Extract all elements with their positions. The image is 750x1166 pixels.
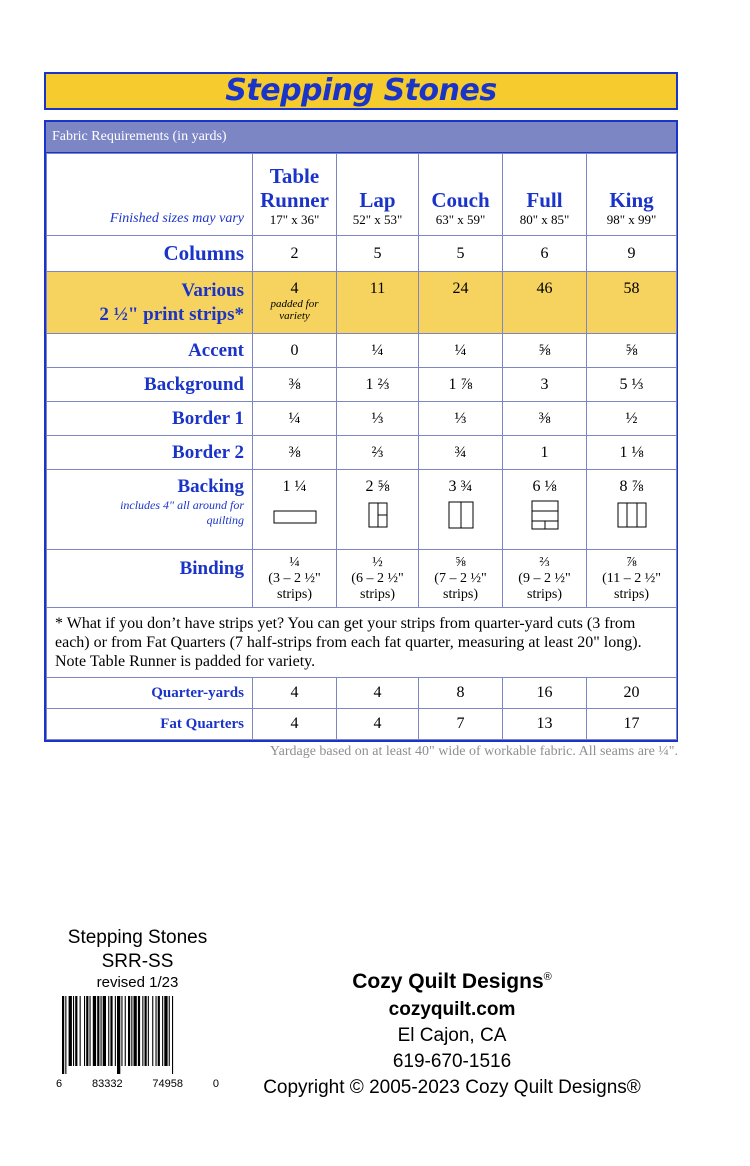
row-label: Border 1 <box>47 402 253 436</box>
row-label: Fat Quarters <box>47 709 253 740</box>
table-header: Fabric Requirements (in yards) <box>46 122 676 153</box>
binding-strips: (3 – 2 ½" <box>268 570 321 586</box>
cell-value: 1 ⅔ <box>337 368 419 402</box>
barcode-bar <box>90 996 91 1066</box>
cell-value: 1 ⅞ <box>419 368 503 402</box>
company-url[interactable]: cozyquilt.com <box>388 999 516 1020</box>
table-row <box>47 402 677 436</box>
yardage-note: Yardage based on at least 40" wide of workable fabric. All seams are ¼". <box>269 744 678 759</box>
size-cell <box>419 154 503 236</box>
table-row <box>47 368 677 402</box>
row-label: Accent <box>47 334 253 368</box>
barcode-bar <box>162 996 163 1066</box>
revision: revised 1/23 <box>96 974 179 991</box>
barcode-digit: 83332 <box>91 1078 123 1090</box>
table-row <box>47 334 677 368</box>
cell-value: 3 <box>503 368 587 402</box>
company-info <box>236 962 668 1101</box>
barcode-bar <box>69 996 72 1066</box>
barcode-bar <box>117 996 120 1074</box>
table-row <box>47 678 677 709</box>
size-cell <box>587 154 677 236</box>
company-name-line <box>236 962 668 997</box>
cell-value <box>503 550 587 608</box>
cell-value: 4 <box>253 678 337 709</box>
cell-value <box>587 470 677 550</box>
company-name: Cozy Quilt Designs <box>352 970 544 993</box>
barcode-bar <box>110 996 112 1066</box>
barcode-bar <box>75 996 77 1066</box>
cell-value: ⅜ <box>253 368 337 402</box>
barcode-bar <box>148 996 149 1066</box>
barcode-digit: 74958 <box>152 1078 183 1090</box>
barcode-bars <box>56 996 219 1076</box>
copyright: Copyright © 2005-2023 Cozy Quilt Designs® <box>263 1077 641 1098</box>
padded-note: padded for variety <box>270 298 319 322</box>
cell-value: 5 <box>337 236 419 272</box>
cell-value: 17 <box>587 709 677 740</box>
cell-value: ⅝ <box>587 334 677 368</box>
cell-amount: 8 ⅞ <box>619 478 644 495</box>
row-label: Background <box>47 368 253 402</box>
binding-strips: (9 – 2 ½" <box>518 570 571 586</box>
barcode-bar <box>73 996 74 1066</box>
binding-amount: ½ <box>372 554 383 570</box>
cell-amount: 1 ¼ <box>282 478 307 495</box>
cell-value: 24 <box>419 272 503 334</box>
cell-value: 13 <box>503 709 587 740</box>
table-row <box>47 470 677 550</box>
backing-layout-icon <box>531 500 559 530</box>
barcode-bar <box>84 996 85 1066</box>
backing-layout-icon <box>448 501 474 529</box>
cell-value: 4 <box>337 678 419 709</box>
cell-value: ¾ <box>419 436 503 470</box>
cell-value: 5 ⅓ <box>587 368 677 402</box>
binding-word: strips) <box>614 586 649 602</box>
company-city: El Cajon, CA <box>397 1025 507 1046</box>
barcode-bar <box>103 996 106 1066</box>
cell-value: 7 <box>419 709 503 740</box>
cell-value <box>503 470 587 550</box>
cell-value: 0 <box>253 334 337 368</box>
backing-label: Backing <box>177 476 244 497</box>
size-dims: 52" x 53" <box>352 212 403 227</box>
cell-value: ⅔ <box>337 436 419 470</box>
row-label: Border 2 <box>47 436 253 470</box>
cell-value: ⅜ <box>253 436 337 470</box>
size-cell <box>253 154 337 236</box>
barcode-digits <box>56 1078 219 1090</box>
size-name: Couch <box>431 188 490 212</box>
barcode-bar <box>115 996 116 1066</box>
binding-word: strips) <box>527 586 562 602</box>
cell-value <box>419 470 503 550</box>
row-label-line1: Various <box>181 279 244 301</box>
size-cell <box>503 154 587 236</box>
cell-value: ⅓ <box>337 402 419 436</box>
barcode-bar <box>164 996 167 1066</box>
size-dims: 98" x 99" <box>606 212 657 227</box>
size-name: Lap <box>359 188 396 212</box>
barcode-bar <box>169 996 170 1066</box>
cell-value: 16 <box>503 678 587 709</box>
binding-strips: (7 – 2 ½" <box>434 570 487 586</box>
barcode-bar <box>152 996 153 1066</box>
sizes-row <box>47 154 677 236</box>
binding-amount: ⅞ <box>626 554 637 570</box>
fabric-requirements-table <box>44 120 678 742</box>
barcode-bar <box>86 996 88 1066</box>
cell-value <box>587 550 677 608</box>
cell-amount: 4 <box>290 280 299 297</box>
row-label-line2: 2 ½" print strips* <box>99 303 244 325</box>
barcode-bar <box>101 996 102 1066</box>
cell-amount: 3 ¾ <box>448 478 473 495</box>
barcode-bar <box>125 996 126 1066</box>
binding-word: strips) <box>277 586 312 602</box>
table-row <box>47 236 677 272</box>
binding-amount: ⅝ <box>455 554 466 570</box>
barcode-bar <box>93 996 96 1066</box>
table-row <box>47 709 677 740</box>
cell-value: 58 <box>587 272 677 334</box>
barcode-bar <box>97 996 99 1066</box>
size-dims: 17" x 36" <box>269 212 320 227</box>
cell-value <box>253 272 337 334</box>
row-label: Columns <box>47 236 253 272</box>
cell-value: 9 <box>587 236 677 272</box>
barcode-bar <box>62 996 64 1074</box>
cell-value <box>337 550 419 608</box>
row-label: Quarter-yards <box>47 678 253 709</box>
binding-word: strips) <box>360 586 395 602</box>
backing-layout-icon <box>368 502 388 528</box>
cell-value: ¼ <box>253 402 337 436</box>
product-code: SRR-SS <box>101 951 174 972</box>
cell-value: 2 <box>253 236 337 272</box>
barcode-bar <box>134 996 137 1066</box>
registered-mark: ® <box>543 971 552 983</box>
cell-value: 4 <box>337 709 419 740</box>
product-name: Stepping Stones <box>67 927 208 948</box>
size-dims: 63" x 59" <box>435 212 486 227</box>
finished-note: Finished sizes may vary <box>109 211 244 226</box>
cell-value: ⅓ <box>419 402 503 436</box>
barcode <box>56 996 219 1090</box>
requirements-grid <box>46 153 677 740</box>
cell-value: 6 <box>503 236 587 272</box>
cell-value: 8 <box>419 678 503 709</box>
barcode-digit: 6 <box>56 1078 63 1090</box>
binding-word: strips) <box>443 586 478 602</box>
barcode-bar <box>108 996 109 1066</box>
cell-value: 11 <box>337 272 419 334</box>
binding-strips: (11 – 2 ½" <box>602 570 661 586</box>
size-cell <box>337 154 419 236</box>
barcode-bar <box>172 996 173 1074</box>
binding-strips: (6 – 2 ½" <box>351 570 404 586</box>
backing-layout-icon <box>273 509 317 525</box>
cell-value: 5 <box>419 236 503 272</box>
row-label <box>47 272 253 334</box>
cell-value: ¼ <box>419 334 503 368</box>
table-row <box>47 272 677 334</box>
barcode-digit: 0 <box>212 1078 219 1090</box>
footnote: * What if you don’t have strips yet? You can get your strips from quarter-yard cuts (3 from each) or from Fat Quarters (7 half-strips from each fat quarter, measuring at least 20" long). Note Table Runner is padded for variety. <box>47 608 677 678</box>
company-phone: 619-670-1516 <box>392 1051 512 1072</box>
binding-amount: ¼ <box>289 554 300 570</box>
row-label: Binding <box>47 550 253 608</box>
barcode-bar <box>156 996 157 1066</box>
barcode-bar <box>121 996 122 1066</box>
cell-value <box>253 470 337 550</box>
barcode-bar <box>145 996 147 1066</box>
table-row <box>47 550 677 608</box>
cell-value: 1 ⅛ <box>587 436 677 470</box>
barcode-bar <box>80 996 81 1066</box>
cell-value <box>253 550 337 608</box>
product-info <box>50 926 225 1090</box>
pattern-title: Stepping Stones <box>225 73 497 108</box>
finished-note-cell <box>47 154 253 236</box>
backing-note: includes 4" all around for quilting <box>120 498 244 527</box>
barcode-bar <box>128 996 130 1066</box>
size-name: King <box>609 188 654 212</box>
binding-amount: ⅔ <box>539 554 550 570</box>
cell-amount: 2 ⅝ <box>365 478 390 495</box>
barcode-bar <box>138 996 140 1066</box>
title-banner <box>44 72 678 110</box>
barcode-bar <box>142 996 143 1066</box>
size-dims: 80" x 85" <box>519 212 570 227</box>
cell-value: 20 <box>587 678 677 709</box>
barcode-bar <box>65 996 66 1074</box>
cell-value: ¼ <box>337 334 419 368</box>
size-name: Table Runner <box>260 164 329 212</box>
cell-value <box>419 550 503 608</box>
cell-value: ⅝ <box>503 334 587 368</box>
table-row <box>47 608 677 678</box>
cell-value <box>337 470 419 550</box>
barcode-bar <box>131 996 132 1066</box>
barcode-bar <box>158 996 160 1066</box>
cell-value: 4 <box>253 709 337 740</box>
row-label <box>47 470 253 550</box>
cell-amount: 6 ⅛ <box>532 478 557 495</box>
size-name: Full <box>526 188 563 212</box>
cell-value: ⅜ <box>503 402 587 436</box>
table-row <box>47 436 677 470</box>
cell-value: ½ <box>587 402 677 436</box>
cell-value: 46 <box>503 272 587 334</box>
backing-layout-icon <box>617 502 647 528</box>
cell-value: 1 <box>503 436 587 470</box>
